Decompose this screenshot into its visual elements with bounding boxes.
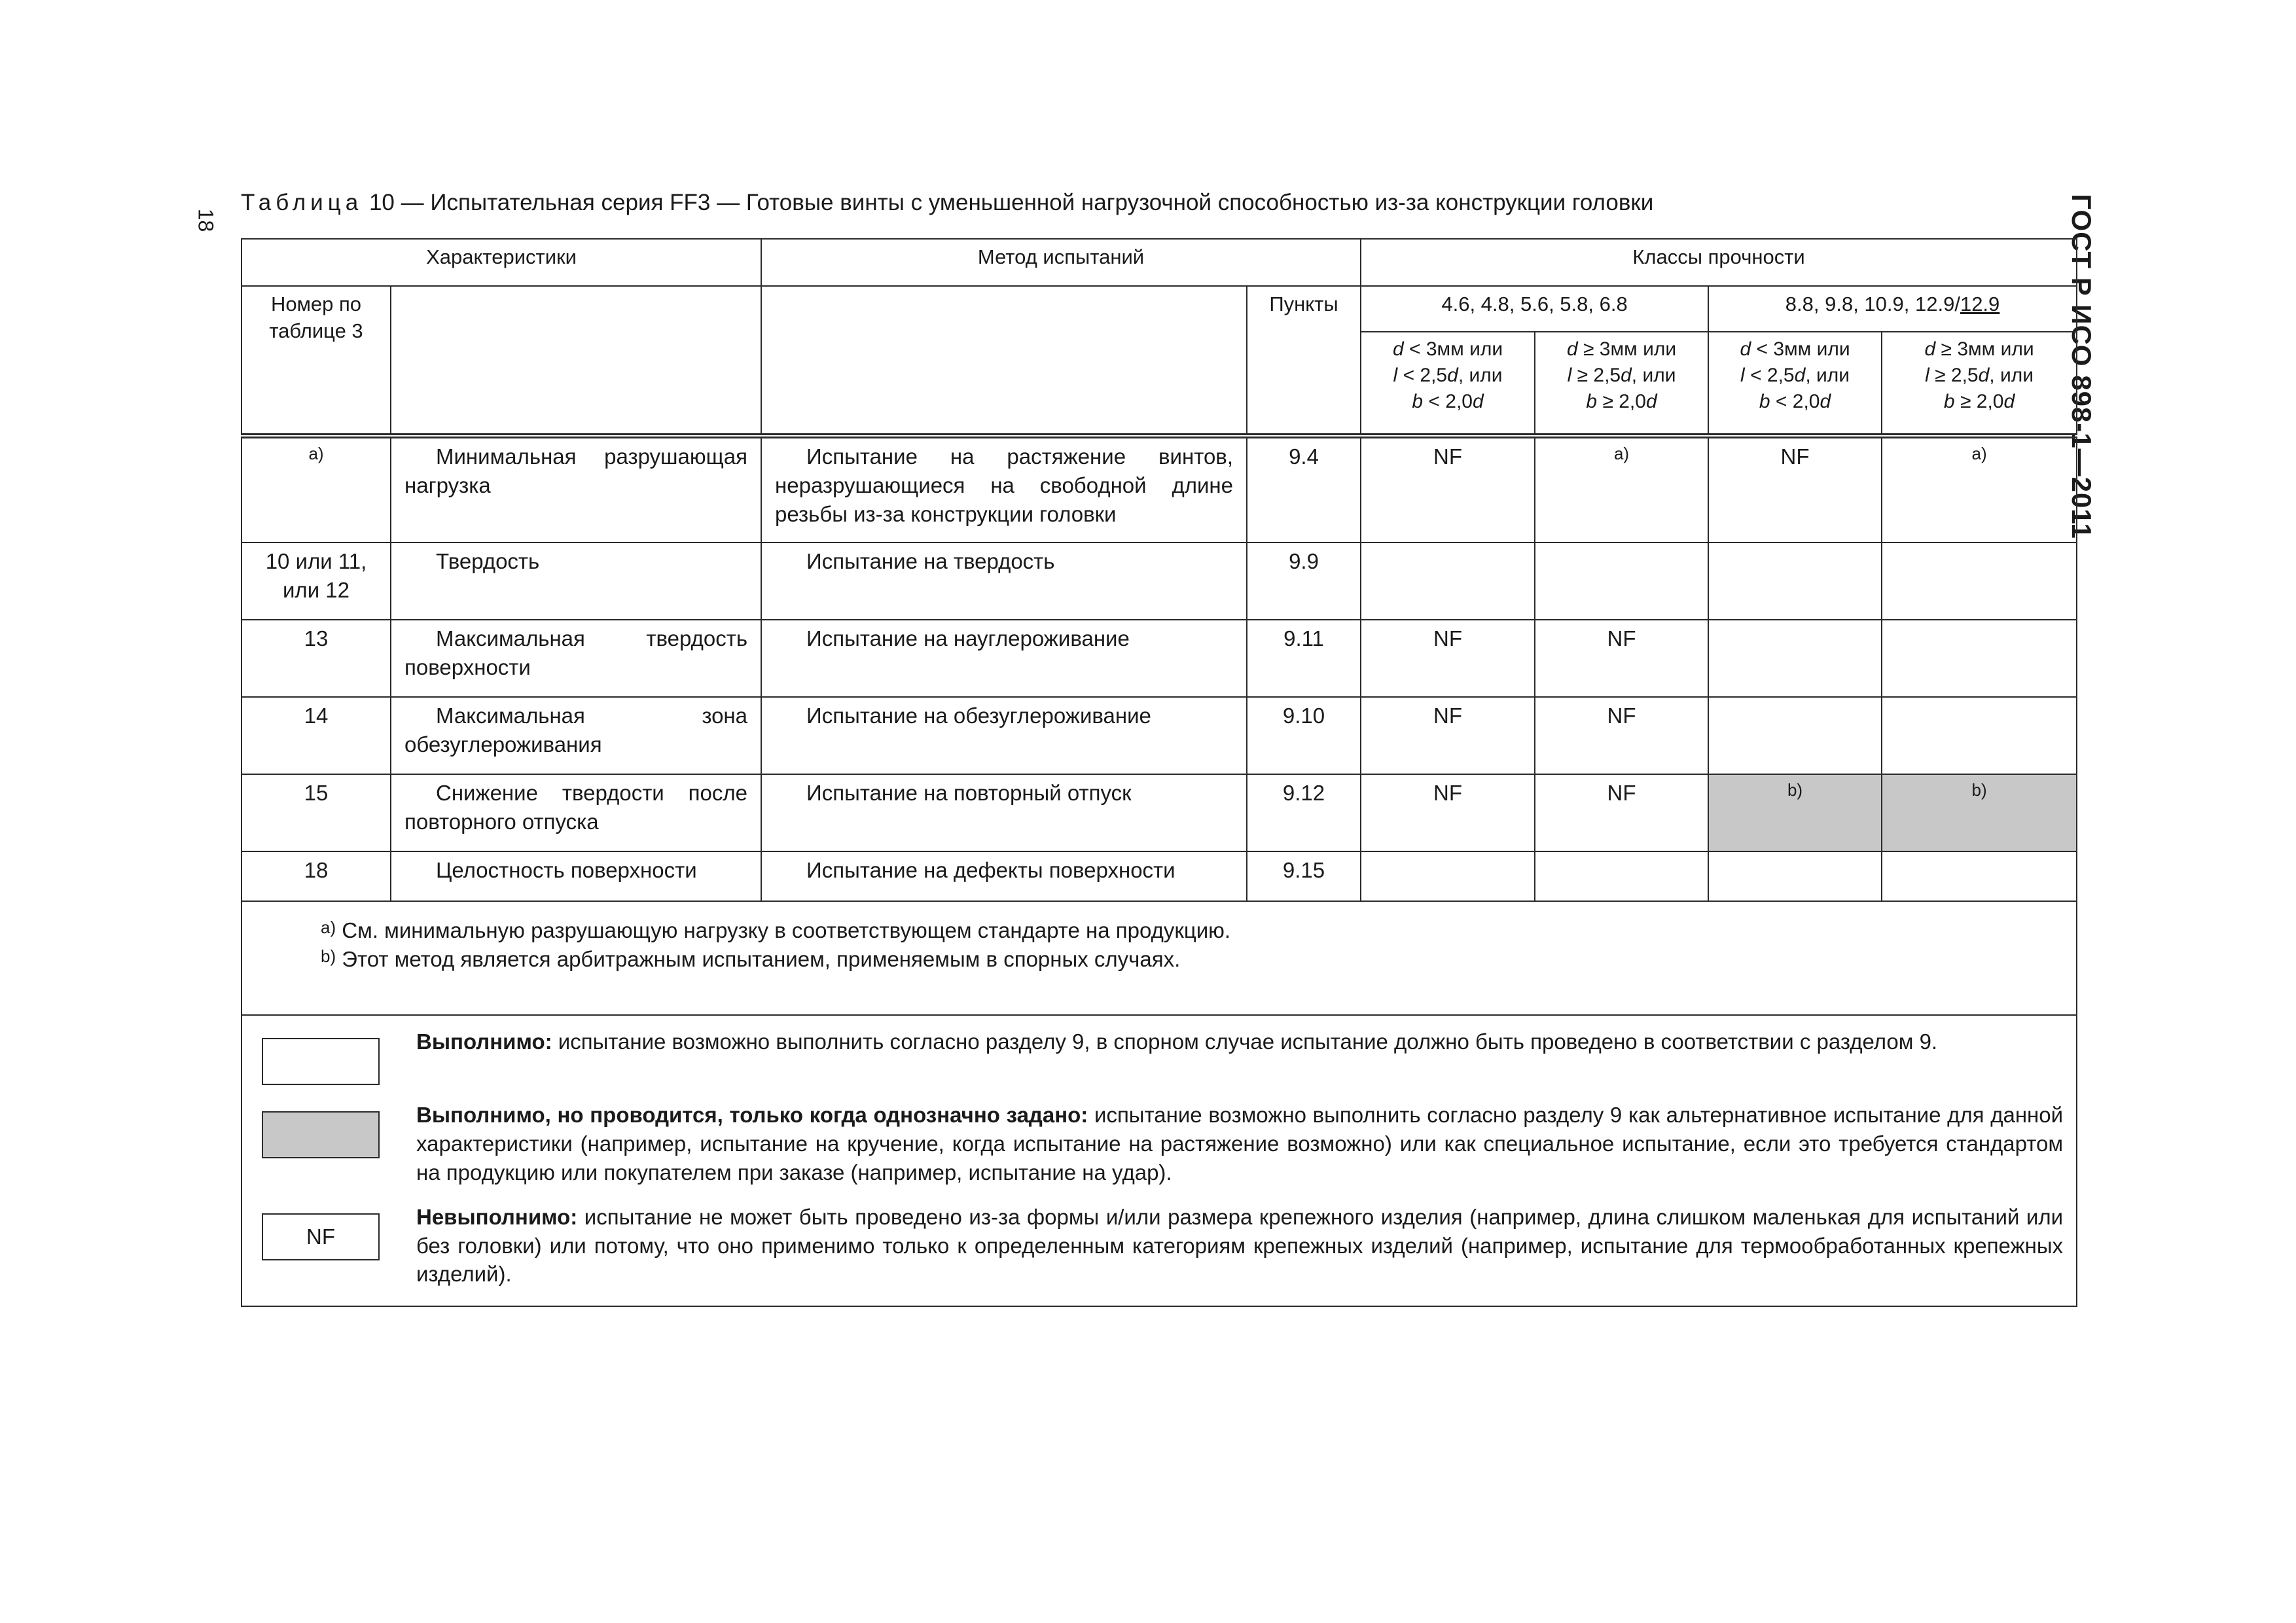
footnote-b: $^{b)}$ Этот метод является арбитражным испытанием, применяемым в спорных случаях. [321, 946, 1181, 971]
header-size-condition-1: d < 3мм или l < 2,5d, или b < 2,0d [1361, 332, 1535, 436]
header-characteristics: Характеристики [242, 239, 761, 286]
legend-box-nf: NF [262, 1213, 380, 1260]
row-cell-class-3 [1708, 543, 1882, 620]
row-characteristic: Минимальная разрушающая нагрузка [391, 436, 761, 543]
row-cell-class-1: NF [1361, 774, 1535, 851]
row-cell-class-3 [1708, 620, 1882, 697]
row-clause: 9.12 [1247, 774, 1361, 851]
header-size-condition-4: d ≥ 3мм или l ≥ 2,5d, или b ≥ 2,0d [1882, 332, 2077, 436]
table-row [242, 851, 2077, 901]
row-cell-class-4 [1882, 851, 2077, 901]
row-clause: 9.9 [1247, 543, 1361, 620]
legend [242, 1015, 2077, 1306]
legend-row [242, 1015, 2077, 1306]
row-cell-class-1: NF [1361, 620, 1535, 697]
row-characteristic: Максимальная твердость поверхности [391, 620, 761, 697]
row-method: Испытание на обезуглероживание [761, 697, 1247, 774]
header-method: Метод испытаний [761, 239, 1361, 286]
row-cell-class-2: a) [1535, 436, 1708, 543]
row-cell-class-3 [1708, 851, 1882, 901]
legend-text: Невыполнимо: испытание не может быть проведено из-за формы и/или размера крепежного изделия (например, длина слишком маленькая для испытаний или без головки) или потому, что оно применимо только к определенным категориям крепежных изделий (например, испытание для термообработанных крепежных изделий). [416, 1204, 2064, 1287]
header-empty-method [761, 286, 1247, 436]
document-id: ГОСТ Р ИСО 898-1—2011 [2066, 194, 2097, 539]
row-cell-class-4: a) [1882, 436, 2077, 543]
legend-box-white [262, 1038, 380, 1085]
row-clause: 9.15 [1247, 851, 1361, 901]
row-cell-class-1 [1361, 543, 1535, 620]
row-characteristic: Максимальная зона обезуглероживания [391, 697, 761, 774]
row-cell-class-3 [1708, 697, 1882, 774]
row-cell-class-2: NF [1535, 620, 1708, 697]
row-number: 14 [242, 697, 391, 774]
table-row [242, 436, 2077, 543]
row-characteristic: Твердость [391, 543, 761, 620]
class-group-2-underlined: 12.9 [1960, 293, 2000, 315]
header-row-2 [242, 286, 2077, 332]
legend-box-gray [262, 1111, 380, 1158]
row-method: Испытание на повторный отпуск [761, 774, 1247, 851]
table-title-text: 10 — Испытательная серия FF3 — Готовые винты с уменьшенной нагрузочной способностью из-за конструкции головки [368, 190, 1654, 215]
row-cell-class-2: NF [1535, 697, 1708, 774]
row-method: Испытание на растяжение винтов, неразрушающиеся на свободной длине резьбы из-за конструкции головки [761, 436, 1247, 543]
row-number: a) [242, 436, 391, 543]
table-row [242, 774, 2077, 851]
row-cell-class-2 [1535, 543, 1708, 620]
header-size-condition-3: d < 3мм или l < 2,5d, или b < 2,0d [1708, 332, 1882, 436]
footnotes [242, 901, 2077, 1015]
legend-item-feasible-if-specified [262, 1101, 2063, 1187]
table-row [242, 697, 2077, 774]
footnote-a: $^{a)}$ См. минимальную разрушающую нагрузку в соответствующем стандарте на продукцию. [321, 918, 1231, 942]
row-method: Испытание на науглероживание [761, 620, 1247, 697]
row-characteristic: Целостность поверхности [391, 851, 761, 901]
header-size-condition-2: d ≥ 3мм или l ≥ 2,5d, или b ≥ 2,0d [1535, 332, 1708, 436]
row-cell-class-1 [1361, 851, 1535, 901]
legend-item-feasible [262, 1027, 2063, 1085]
class-group-2-prefix: 8.8, 9.8, 10.9, 12.9/ [1785, 293, 1960, 315]
row-clause: 9.10 [1247, 697, 1361, 774]
row-number: 10 или 11, или 12 [242, 543, 391, 620]
page-number: 18 [194, 208, 218, 232]
legend-text: Выполнимо, но проводится, только когда однозначно задано: испытание возможно выполнить согласно разделу 9 как альтернативное испытание для данной характеристики (например, испытание на кручение, когда испытание на растяжение возможно) или как специальное испытание, если это требуется стандартом на продукцию или покупателем при заказе (например, испытание на удар). [416, 1103, 2064, 1185]
table-title-label: Таблица [241, 190, 363, 215]
table-row [242, 543, 2077, 620]
row-cell-class-1: NF [1361, 436, 1535, 543]
row-cell-class-3: NF [1708, 436, 1882, 543]
legend-item-not-feasible [262, 1203, 2063, 1289]
row-cell-class-2 [1535, 851, 1708, 901]
row-number: 15 [242, 774, 391, 851]
row-clause: 9.11 [1247, 620, 1361, 697]
row-method: Испытание на дефекты поверхности [761, 851, 1247, 901]
row-characteristic: Снижение твердости после повторного отпуска [391, 774, 761, 851]
table-row [242, 620, 2077, 697]
row-cell-class-1: NF [1361, 697, 1535, 774]
header-class-group-2 [1708, 286, 2077, 332]
footnotes-row [242, 901, 2077, 1015]
row-cell-class-4 [1882, 620, 2077, 697]
legend-text: Выполнимо: испытание возможно выполнить согласно разделу 9, в спорном случае испытание должно быть проведено в соответствии с разделом 9. [416, 1029, 1938, 1054]
header-clauses: Пункты [1247, 286, 1361, 436]
test-series-table [241, 238, 2077, 1307]
row-cell-class-2: NF [1535, 774, 1708, 851]
row-clause: 9.4 [1247, 436, 1361, 543]
header-row-number: Номер по таблице 3 [242, 286, 391, 436]
row-cell-class-4 [1882, 697, 2077, 774]
row-method: Испытание на твердость [761, 543, 1247, 620]
header-empty-characteristic [391, 286, 761, 436]
row-cell-class-3-shaded: b) [1708, 774, 1882, 851]
row-number: 13 [242, 620, 391, 697]
header-row-1 [242, 239, 2077, 286]
header-strength-classes: Классы прочности [1361, 239, 2077, 286]
row-cell-class-4 [1882, 543, 2077, 620]
row-number: 18 [242, 851, 391, 901]
header-class-group-1: 4.6, 4.8, 5.6, 5.8, 6.8 [1361, 286, 1708, 332]
row-cell-class-4-shaded: b) [1882, 774, 2077, 851]
table-title [241, 190, 1653, 216]
